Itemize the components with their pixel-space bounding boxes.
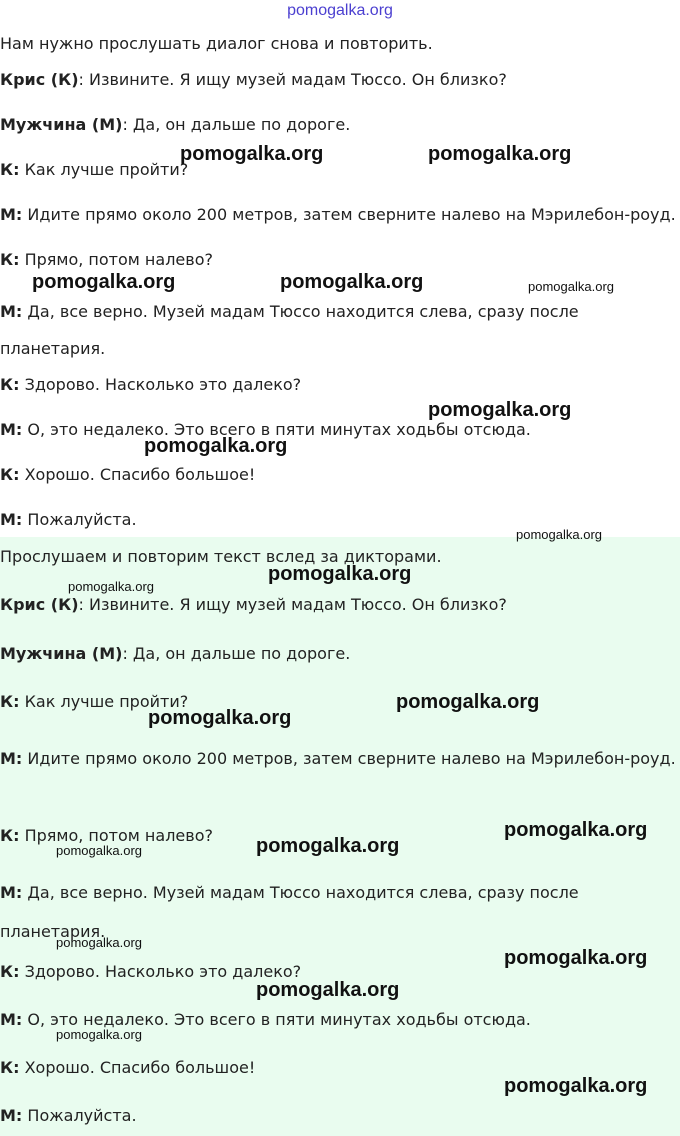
line-text: Здорово. Насколько это далеко? <box>19 375 302 394</box>
dialogue-line <box>0 594 676 616</box>
line-text: Да, все верно. Музей мадам Тюссо находится слева, сразу после планетария. <box>0 302 579 358</box>
speaker-label: К: <box>0 1058 20 1077</box>
speaker-label: К: <box>0 692 20 711</box>
speaker-label: М: <box>0 302 23 321</box>
dialogue-section-1 <box>0 0 680 537</box>
line-text: Идите прямо около 200 метров, затем сверните налево на Мэрилебон-роуд. <box>22 205 676 224</box>
line-text: Хорошо. Спасибо большое! <box>19 465 256 484</box>
section-1-intro: Нам нужно прослушать диалог снова и повторить. <box>0 34 433 53</box>
line-text: Пожалуйста. <box>22 510 137 529</box>
line-text: Прямо, потом налево? <box>19 826 213 845</box>
line-text: Пожалуйста. <box>22 1106 137 1125</box>
watermark: pomogalka.org <box>280 271 424 293</box>
watermark: pomogalka.org <box>396 691 540 713</box>
dialogue-line <box>0 249 676 271</box>
speaker-label: К: <box>0 250 20 269</box>
line-text: Хорошо. Спасибо большое! <box>19 1058 256 1077</box>
speaker-label: К: <box>0 826 20 845</box>
speaker-label: М: <box>0 205 23 224</box>
header-watermark-link[interactable]: pomogalka.org <box>287 2 393 19</box>
watermark: pomogalka.org <box>528 279 614 294</box>
dialogue-line <box>0 114 676 136</box>
watermark: pomogalka.org <box>516 527 602 542</box>
dialogue-line <box>0 204 676 226</box>
watermark: pomogalka.org <box>56 1027 142 1042</box>
dialogue-line <box>0 69 676 91</box>
line-text: : Извините. Я ищу музей мадам Тюссо. Он близко? <box>78 595 507 614</box>
speaker-label: М: <box>0 883 23 902</box>
speaker-label: Мужчина (М) <box>0 115 123 134</box>
speaker-label: К: <box>0 160 20 179</box>
dialogue-line <box>0 419 676 441</box>
dialogue-line <box>0 293 600 367</box>
dialogue-line <box>0 159 676 181</box>
speaker-label: М: <box>0 1010 23 1029</box>
dialogue-line <box>0 374 676 396</box>
dialogue-line <box>0 464 676 486</box>
speaker-label: К: <box>0 375 20 394</box>
speaker-label: М: <box>0 1106 23 1125</box>
line-text: : Да, он дальше по дороге. <box>122 644 351 663</box>
line-text: Прямо, потом налево? <box>19 250 213 269</box>
dialogue-line <box>0 691 676 713</box>
watermark: pomogalka.org <box>180 143 324 165</box>
speaker-label: М: <box>0 420 23 439</box>
line-text: Здорово. Насколько это далеко? <box>19 962 302 981</box>
watermark: pomogalka.org <box>504 1075 648 1097</box>
speaker-label: Крис (К) <box>0 70 79 89</box>
watermark: pomogalka.org <box>428 399 572 421</box>
watermark: pomogalka.org <box>32 271 176 293</box>
speaker-label: Мужчина (М) <box>0 644 123 663</box>
line-text: : Извините. Я ищу музей мадам Тюссо. Он близко? <box>78 70 507 89</box>
watermark: pomogalka.org <box>256 835 400 857</box>
line-text: Как лучше пройти? <box>19 160 189 179</box>
watermark: pomogalka.org <box>256 979 400 1001</box>
watermark: pomogalka.org <box>56 935 142 950</box>
speaker-label: М: <box>0 749 23 768</box>
watermark: pomogalka.org <box>144 435 288 457</box>
watermark: pomogalka.org <box>504 947 648 969</box>
section-2-intro: Прослушаем и повторим текст вслед за дикторами. <box>0 547 442 566</box>
dialogue-line <box>0 643 676 665</box>
line-text: О, это недалеко. Это всего в пяти минутах ходьбы отсюда. <box>22 420 531 439</box>
watermark: pomogalka.org <box>148 707 292 729</box>
watermark: pomogalka.org <box>68 579 154 594</box>
watermark: pomogalka.org <box>428 143 572 165</box>
speaker-label: К: <box>0 465 20 484</box>
dialogue-line <box>0 738 676 779</box>
speaker-label: К: <box>0 962 20 981</box>
line-text: Да, все верно. Музей мадам Тюссо находится слева, сразу после планетария. <box>0 883 579 941</box>
line-text: : Да, он дальше по дороге. <box>122 115 351 134</box>
watermark: pomogalka.org <box>504 819 648 841</box>
watermark: pomogalka.org <box>268 563 412 585</box>
line-text: Как лучше пройти? <box>19 692 189 711</box>
watermark: pomogalka.org <box>56 843 142 858</box>
dialogue-line <box>0 1105 676 1127</box>
line-text: О, это недалеко. Это всего в пяти минутах ходьбы отсюда. <box>22 1010 531 1029</box>
speaker-label: Крис (К) <box>0 595 79 614</box>
line-text: Идите прямо около 200 метров, затем сверните налево на Мэрилебон-роуд. <box>22 749 676 768</box>
speaker-label: М: <box>0 510 23 529</box>
